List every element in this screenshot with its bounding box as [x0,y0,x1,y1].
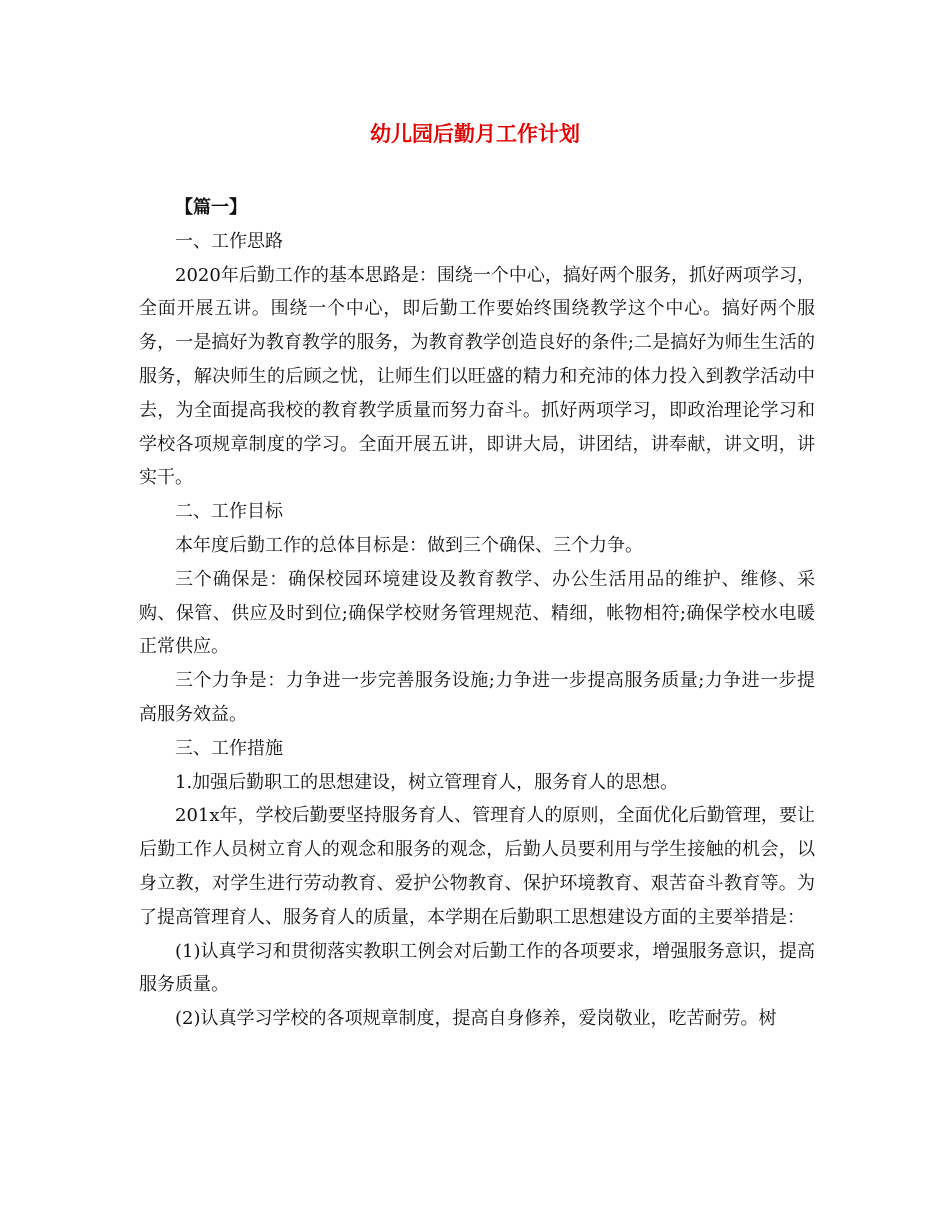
paragraph: 2020年后勤工作的基本思路是：围绕一个中心，搞好两个服务，抓好两项学习，全面开展五讲。围绕一个中心，即后勤工作要始终围绕教学这个中心。搞好两个服务，一是搞好为教育教学的服务，为教育教学创造良好的条件;二是搞好为师生生活的服务，解决师生的后顾之忧，让师生们以旺盛的精力和充沛的体力投入到教学活动中去，为全面提高我校的教育教学质量而努力奋斗。抓好两项学习，即政治理论学习和学校各项规章制度的学习。全面开展五讲，即讲大局，讲团结，讲奉献，讲文明，讲实干。 [139,264,815,489]
heading-work-ideas: 一、工作思路 [175,230,283,252]
document-title: 幼儿园后勤月工作计划 [370,122,580,146]
section-marker: 【篇一】 [175,197,247,218]
paragraph: 201x年，学校后勤要坚持服务育人、管理育人的原则，全面优化后勤管理，要让后勤工作人员树立育人的观念和服务的观念，后勤人员要利用与学生接触的机会，以身立教，对学生进行劳动教育、爱护公物教育、保护环境教育、艰苦奋斗教育等。为了提高管理育人、服务育人的质量，本学期在后勤职工思想建设方面的主要举措是： [139,805,815,928]
paragraph: 本年度后勤工作的总体目标是：做到三个确保、三个力争。 [175,534,643,556]
paragraph: 三个确保是：确保校园环境建设及教育教学、办公生活用品的维护、维修、采购、保管、供应及时到位;确保学校财务管理规范、精细，帐物相符;确保学校水电暖正常供应。 [139,568,815,658]
paragraph: 1.加强后勤职工的思想建设，树立管理育人，服务育人的思想。 [175,771,679,793]
list-item: (1)认真学习和贯彻落实教职工例会对后勤工作的各项要求，增强服务意识，提高服务质量。 [139,940,815,996]
paragraph: 三个力争是：力争进一步完善服务设施;力争进一步提高服务质量;力争进一步提高服务效益。 [139,670,815,725]
heading-work-goals: 二、工作目标 [175,501,283,523]
heading-work-measures: 三、工作措施 [175,737,283,759]
list-item: (2)认真学习学校的各项规章制度，提高自身修养，爱岗敬业，吃苦耐劳。树 [175,1008,777,1030]
document-body [139,191,815,1036]
